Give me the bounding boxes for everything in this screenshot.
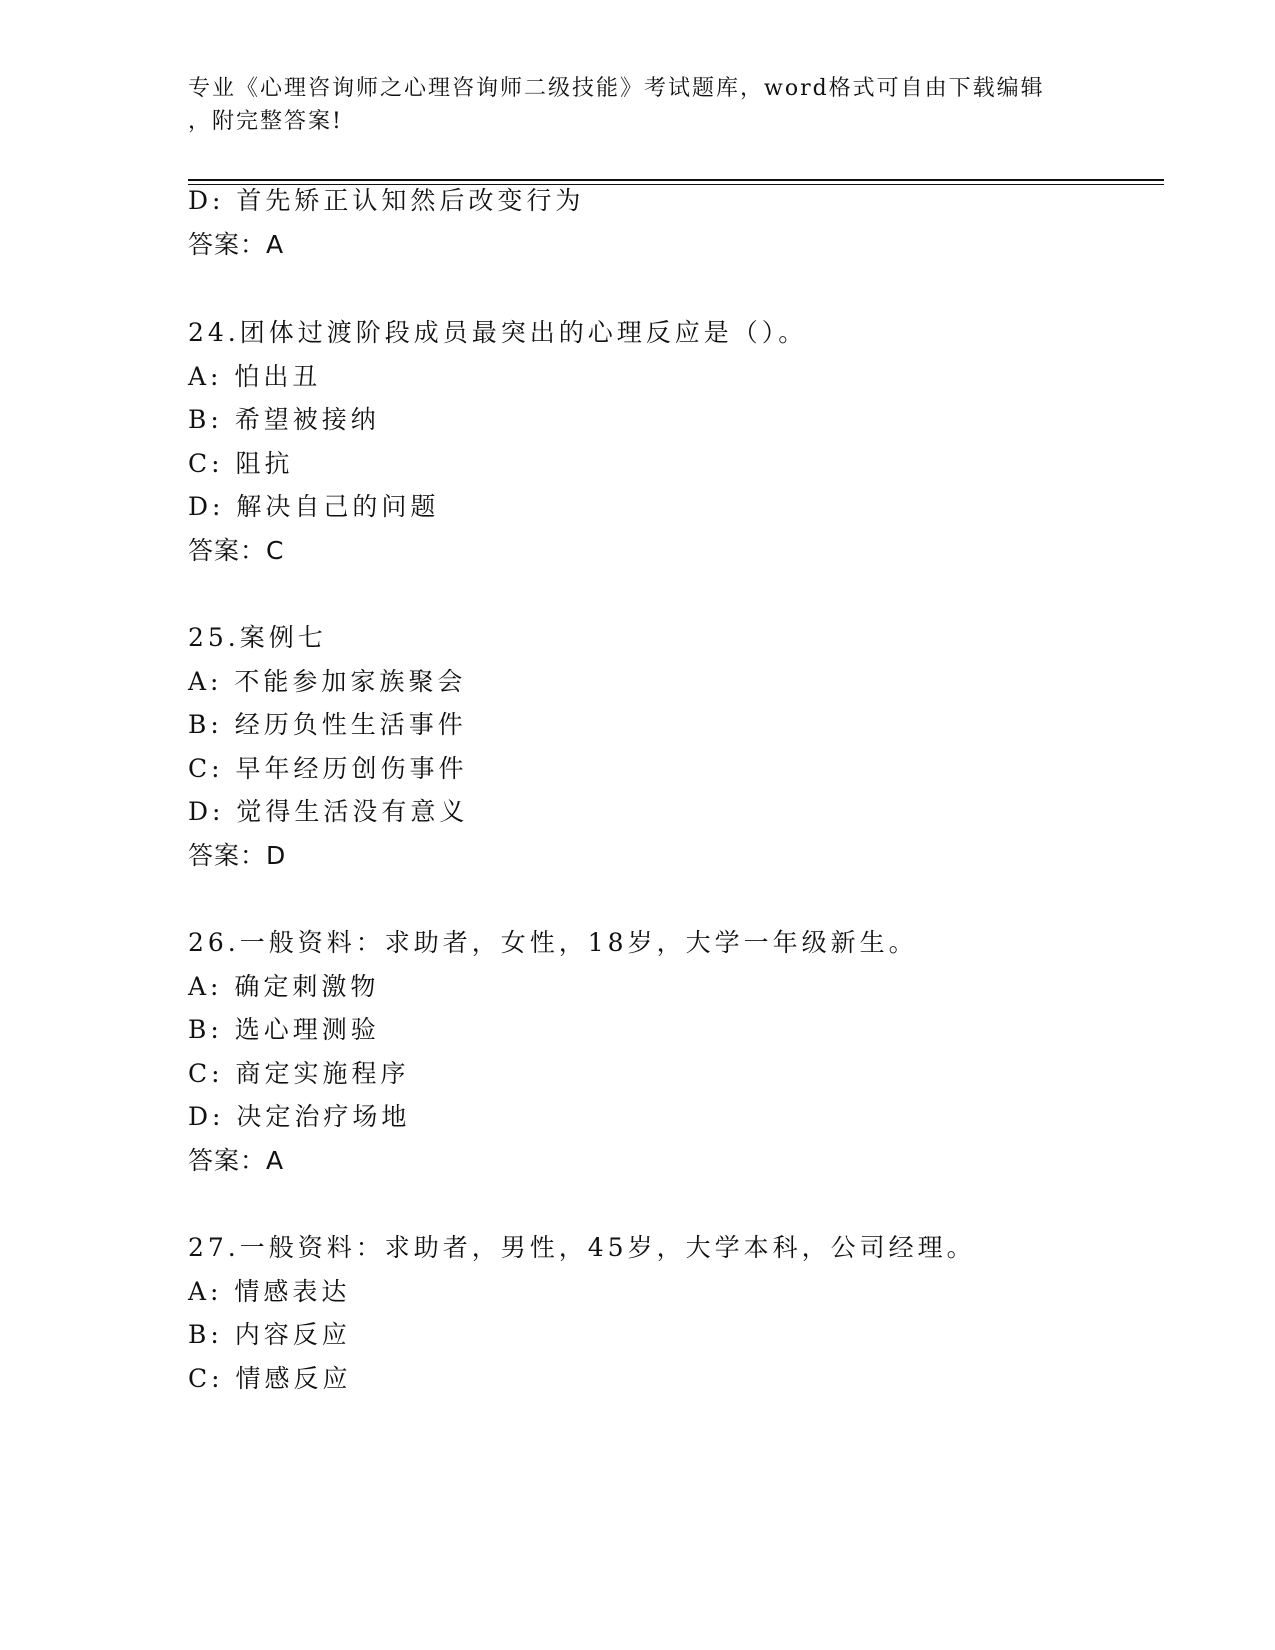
question-24-option-d: D: 解决自己的问题 <box>188 492 440 521</box>
prev-option-d: D: 首先矫正认知然后改变行为 <box>188 186 585 215</box>
question-26-stem: 26.一般资料：求助者，女性，18岁，大学一年级新生。 <box>188 928 918 957</box>
question-24-answer: 答案：C <box>188 536 285 565</box>
question-25-stem: 25.案例七 <box>188 623 327 652</box>
question-26-option-c: C: 商定实施程序 <box>188 1059 410 1088</box>
question-26-option-a: A: 确定刺激物 <box>188 972 380 1001</box>
question-25-option-a: A: 不能参加家族聚会 <box>188 667 467 696</box>
question-24-option-b: B: 希望被接纳 <box>188 405 380 434</box>
question-25-option-b: B: 经历负性生活事件 <box>188 710 467 739</box>
question-25-option-d: D: 觉得生活没有意义 <box>188 797 469 826</box>
question-25-answer: 答案：D <box>188 841 287 870</box>
question-27-stem: 27.一般资料：求助者，男性，45岁，大学本科，公司经理。 <box>188 1233 976 1262</box>
question-24-option-a: A: 怕出丑 <box>188 362 322 391</box>
question-26-option-b: B: 选心理测验 <box>188 1015 380 1044</box>
question-27-option-b: B: 内容反应 <box>188 1320 351 1349</box>
question-24-option-c: C: 阻抗 <box>188 449 294 478</box>
question-26-option-d: D: 决定治疗场地 <box>188 1102 411 1131</box>
header-line-1: 专业《心理咨询师之心理咨询师二级技能》考试题库，word格式可自由下载编辑 <box>188 76 1045 101</box>
question-26-answer: 答案：A <box>188 1146 285 1175</box>
document-header <box>188 72 1088 138</box>
header-line-2: ，附完整答案! <box>188 109 343 134</box>
header-rule-thick <box>188 179 1164 181</box>
question-27-option-a: A: 情感表达 <box>188 1277 351 1306</box>
question-27-option-c: C: 情感反应 <box>188 1364 352 1393</box>
question-25-option-c: C: 早年经历创伤事件 <box>188 754 468 783</box>
prev-answer: 答案：A <box>188 230 285 259</box>
question-24-stem: 24.团体过渡阶段成员最突出的心理反应是（）。 <box>188 318 808 347</box>
